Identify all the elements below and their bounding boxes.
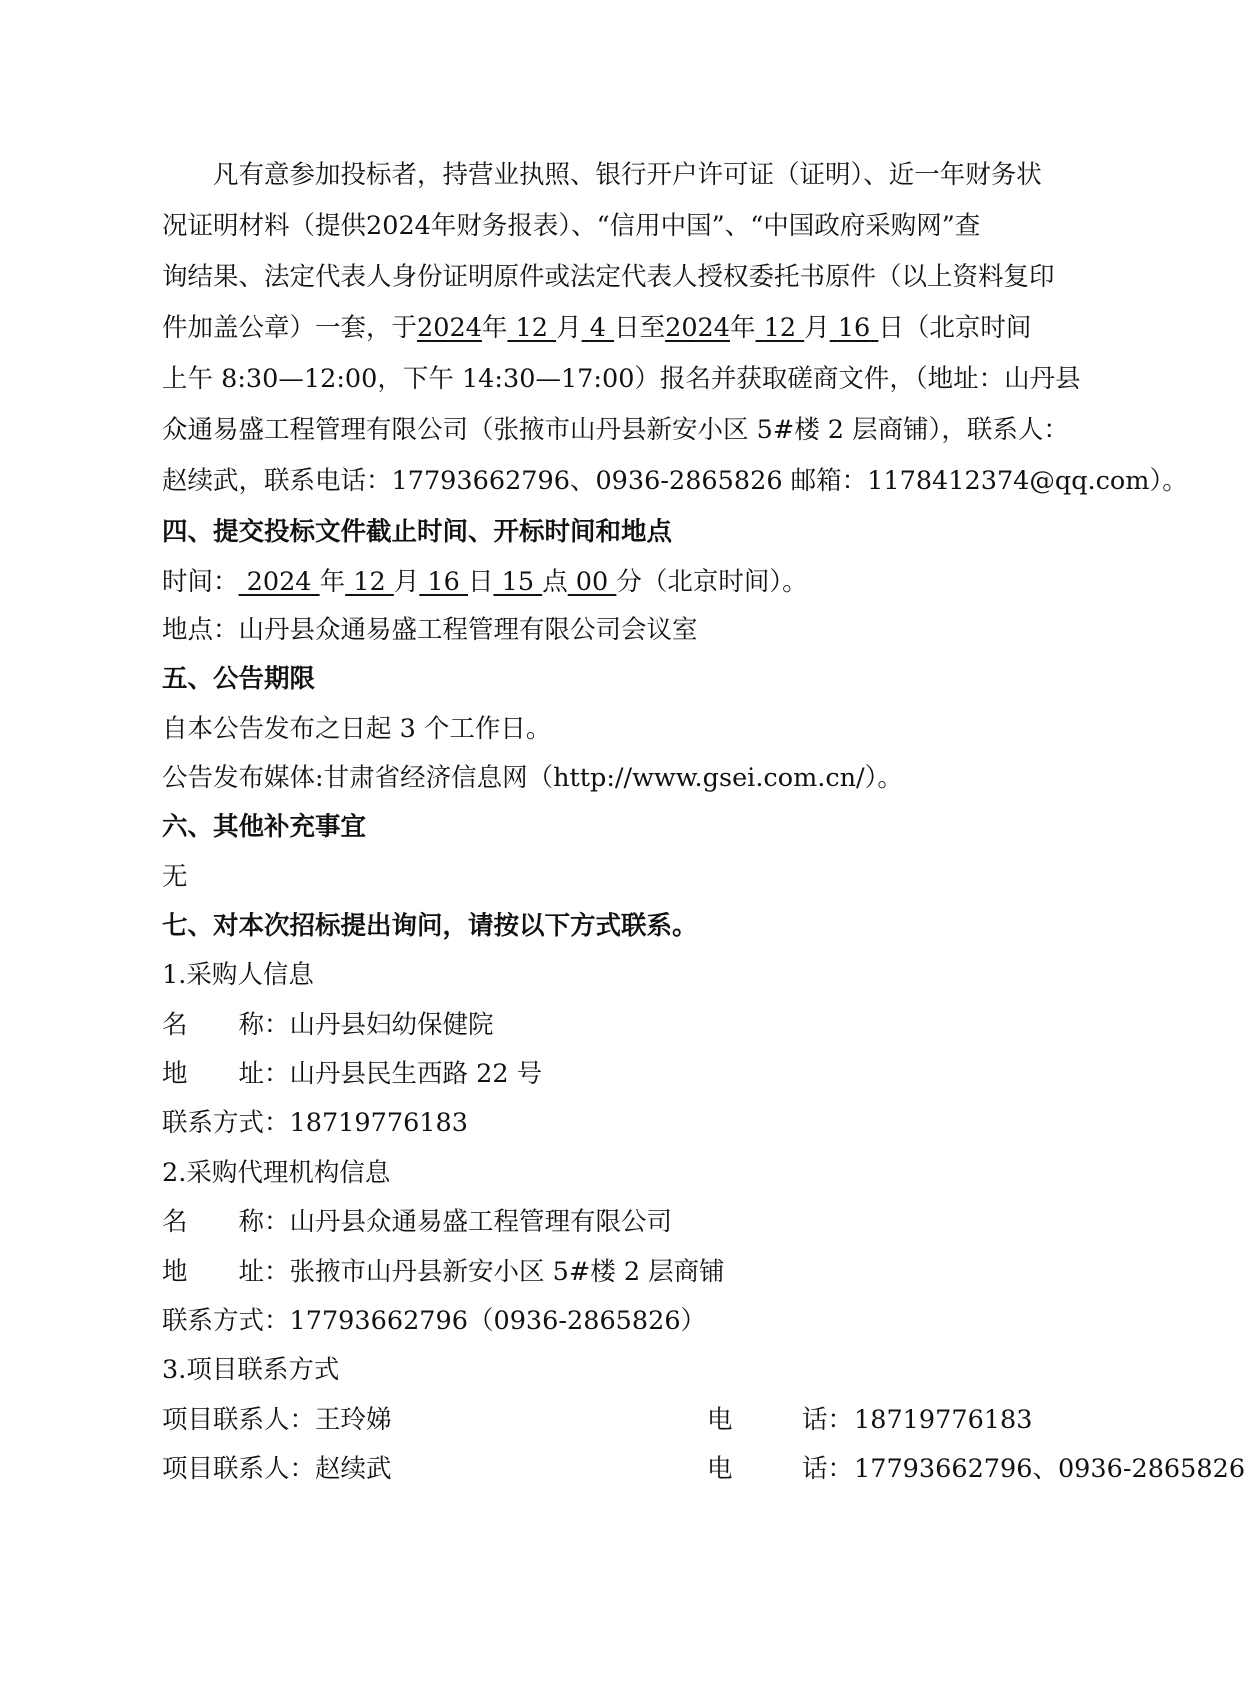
text-fragment: 日至 [614, 313, 666, 343]
end-year: 2024 [665, 313, 730, 343]
section-heading-4: 四、提交投标文件截止时间、开标时间和地点 [162, 517, 673, 547]
project-contact-row: 项目联系人：赵续武 电 话： 17793662796、0936-2865826 [162, 1444, 1082, 1495]
purchaser-title: 1.采购人信息 [162, 960, 314, 990]
project-contact-title: 3.项目联系方式 [162, 1355, 340, 1385]
announcement-period: 自本公告发布之日起 3 个工作日。 [162, 714, 552, 744]
purchaser-address-row: 地 址：山丹县民生西路 22 号 [162, 1059, 543, 1089]
deadline-month: 12 [345, 567, 394, 597]
text-fragment: 月 [804, 313, 830, 343]
start-day: 4 [589, 313, 606, 343]
text-fragment: 月 [556, 313, 582, 343]
deadline-year: 2024 [238, 567, 320, 597]
deadline-time-line: 时间： 2024 年 12 月 16 日 15 点 00 分（北京时间）。 [162, 567, 808, 597]
paragraph-line: 凡有意参加投标者，持营业执照、银行开户许可证（证明）、近一年财务状 [213, 160, 1042, 190]
contact-name: 王玲娣 [315, 1405, 392, 1435]
end-month: 12 [763, 313, 797, 343]
agency-name-row: 名 称：山丹县众通易盛工程管理有限公司 [162, 1207, 673, 1237]
purchaser-name-row: 名 称：山丹县妇幼保健院 [162, 1010, 494, 1040]
deadline-day: 16 [419, 567, 468, 597]
text-fragment: 日（北京时间 [878, 313, 1032, 343]
registration-paragraph [162, 150, 1188, 507]
paragraph-line-dates [162, 303, 1082, 354]
agency-address-row: 地 址：张掖市山丹县新安小区 5#楼 2 层商铺 [162, 1257, 725, 1287]
paragraph-line: 赵续武，联系电话：17793662796、0936-2865826 邮箱：1178412374@qq.com）。 [162, 466, 1188, 496]
start-month: 12 [515, 313, 548, 343]
purchaser-contact-row: 联系方式：18719776183 [162, 1108, 468, 1138]
paragraph-line: 上午 8:30—12:00，下午 14:30—17:00）报名并获取磋商文件，（地址：山丹县 [162, 364, 1081, 394]
text-fragment: 年 [481, 313, 508, 343]
text-fragment: 年 [730, 313, 756, 343]
opening-place: 地点：山丹县众通易盛工程管理有限公司会议室 [162, 615, 698, 645]
agency-title: 2.采购代理机构信息 [162, 1158, 391, 1188]
agency-contact-row: 联系方式：17793662796（0936-2865826） [162, 1306, 707, 1336]
deadline-minute: 00 [567, 567, 617, 597]
text-fragment: 件加盖公章）一套，于 [162, 313, 418, 343]
project-contact-row: 项目联系人：王玲娣 电 话： 18719776183 [162, 1395, 1082, 1446]
contact-phone: 18719776183 [854, 1405, 1033, 1435]
announcement-media: 公告发布媒体:甘肃省经济信息网（http://www.gsei.com.cn/）。 [162, 763, 903, 793]
end-day: 16 [837, 313, 871, 343]
supplement-content: 无 [162, 862, 188, 892]
section-heading-6: 六、其他补充事宜 [162, 812, 367, 842]
paragraph-line: 况证明材料（提供2024年财务报表）、“信用中国”、“中国政府采购网”查 [162, 211, 981, 241]
paragraph-line: 众通易盛工程管理有限公司（张掖市山丹县新安小区 5#楼 2 层商铺），联系人： [162, 415, 1069, 445]
section-heading-5: 五、公告期限 [162, 664, 316, 694]
start-year: 2024 [417, 313, 482, 343]
contact-phone: 17793662796、0936-2865826 [854, 1454, 1245, 1484]
section-heading-7: 七、对本次招标提出询问，请按以下方式联系。 [162, 911, 698, 941]
contact-name: 赵续武 [315, 1454, 392, 1484]
paragraph-line: 询结果、法定代表人身份证明原件或法定代表人授权委托书原件（以上资料复印 [162, 262, 1055, 292]
deadline-hour: 15 [493, 567, 543, 597]
